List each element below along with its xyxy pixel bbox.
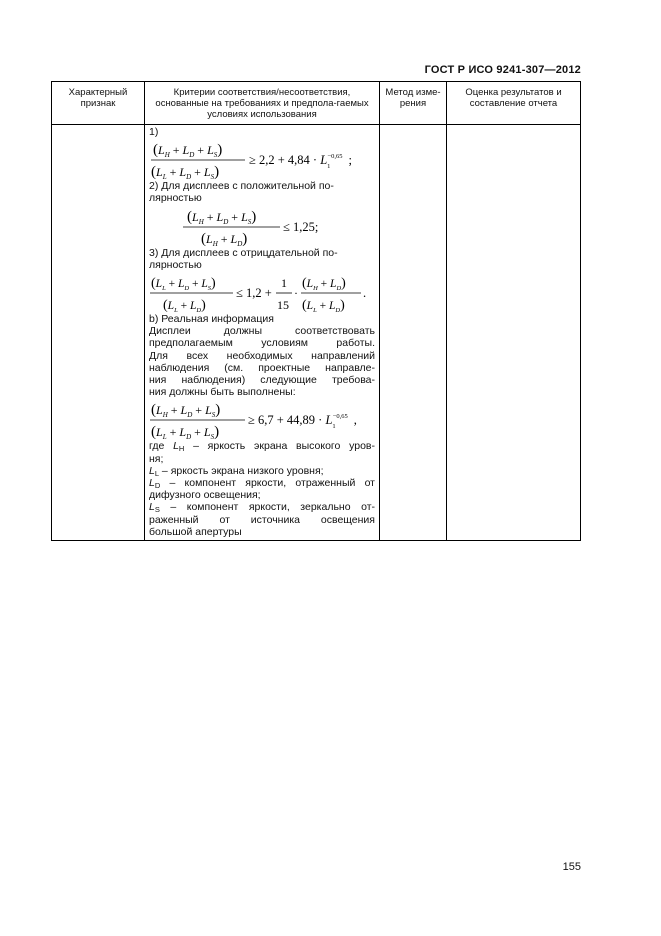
section-b-line: предполагаемым условиям работы. [149, 337, 375, 350]
requirements-table [51, 81, 581, 541]
definition-LS-continuation: раженный от источника освещения [149, 513, 375, 526]
item-2-continuation: лярностью [149, 192, 202, 205]
formula-contrast-real [149, 398, 376, 440]
criteria-cell [145, 125, 380, 541]
item-1-label: 1) [149, 126, 159, 138]
item-3-continuation: лярностью [149, 258, 202, 271]
formula-contrast-3 [149, 271, 376, 313]
column-header-evaluation: Оценка результатов и составление отчета [447, 82, 581, 125]
formula-2-denominator: $(L_H + L_D)$ [201, 230, 248, 247]
column-header-feature: Характерный признак [52, 82, 145, 125]
item-3-label: 3) Для дисплеев с отрицдательной по- [149, 246, 338, 259]
formula-contrast-1 [149, 138, 376, 180]
formula-3-numerator-1: $(L_L + L_D + L_S)$ [151, 276, 216, 293]
formula-3-dot: · [294, 286, 298, 301]
formula-3-fraction-numerator: 1 [281, 276, 287, 291]
formula-4-numerator: $(L_H + L_D + L_S)$ [151, 402, 221, 420]
formula-contrast-2 [149, 205, 376, 247]
section-b-title: b) Реальная информация [149, 313, 274, 326]
column-header-method: Метод изме-рения [380, 82, 447, 125]
page-number: 155 [562, 861, 581, 873]
formula-3-denominator-1: $(L_L + L_D)$ [163, 298, 206, 314]
formula-3-rhs: ≤ 1,2 + [236, 286, 272, 301]
formula-2-numerator: $(L_H + L_D + L_S)$ [187, 208, 257, 226]
section-b-line: наблюдения (см. проектные направле- [149, 361, 375, 374]
section-b-line: Дисплеи должны соответствовать [149, 325, 375, 338]
formula-4-denominator: $(L_L + L_D + L_S)$ [151, 424, 220, 441]
feature-cell [52, 125, 145, 541]
formula-2-rhs: ≤ 1,25; [283, 219, 319, 234]
definition-LS: $L_S$ – компонент яркости, зеркально от- [149, 501, 375, 515]
evaluation-cell [447, 125, 581, 541]
definition-LD-continuation: дифузного освещения; [149, 489, 261, 502]
formula-3-fraction-denominator: 15 [277, 298, 289, 313]
item-2-label: 2) Для дисплеев с положительной по- [149, 180, 334, 193]
definition-LH: где $L_H$ – яркость экрана высокого уров- [149, 440, 375, 454]
table-row [52, 125, 581, 541]
section-b-line: Для всех необходимых направлений [149, 349, 375, 362]
document-code: ГОСТ Р ИСО 9241-307—2012 [424, 64, 581, 76]
formula-3-numerator-2: $(L_H + L_D)$ [302, 276, 346, 293]
table-header-row [52, 82, 581, 125]
formula-4-rhs: ≥ $6,7 + 44,89 \cdot L_1-0,65$ , [248, 413, 357, 431]
definition-LH-continuation: ня; [149, 452, 164, 465]
formula-1-rhs: ≥ $2,2 + 4,84 \cdot L_1-0,65$ ; [249, 153, 352, 171]
definition-LL: $L_L$ – яркость экрана низкого уровня; [149, 464, 324, 478]
definition-LS-continuation: большой апертуры [149, 525, 242, 538]
method-cell [380, 125, 447, 541]
section-b-line: ния наблюдения) следующие требова- [149, 374, 375, 387]
section-b-line: ния должны быть выполнены: [149, 386, 296, 399]
formula-3-end: . [363, 286, 367, 301]
formula-1-numerator: $(L_H + L_D + L_S)$ [153, 142, 223, 160]
formula-3-denominator-2: $(L_L + L_D)$ [302, 298, 345, 314]
column-header-criteria: Критерии соответствия/несоответствия, основанные на требованиях и предпола-гаемых условиях использования [145, 82, 380, 125]
definition-LD: $L_D$ – компонент яркости, отраженный от [149, 477, 375, 491]
formula-1-denominator: $(L_L + L_D + L_S)$ [151, 164, 220, 181]
